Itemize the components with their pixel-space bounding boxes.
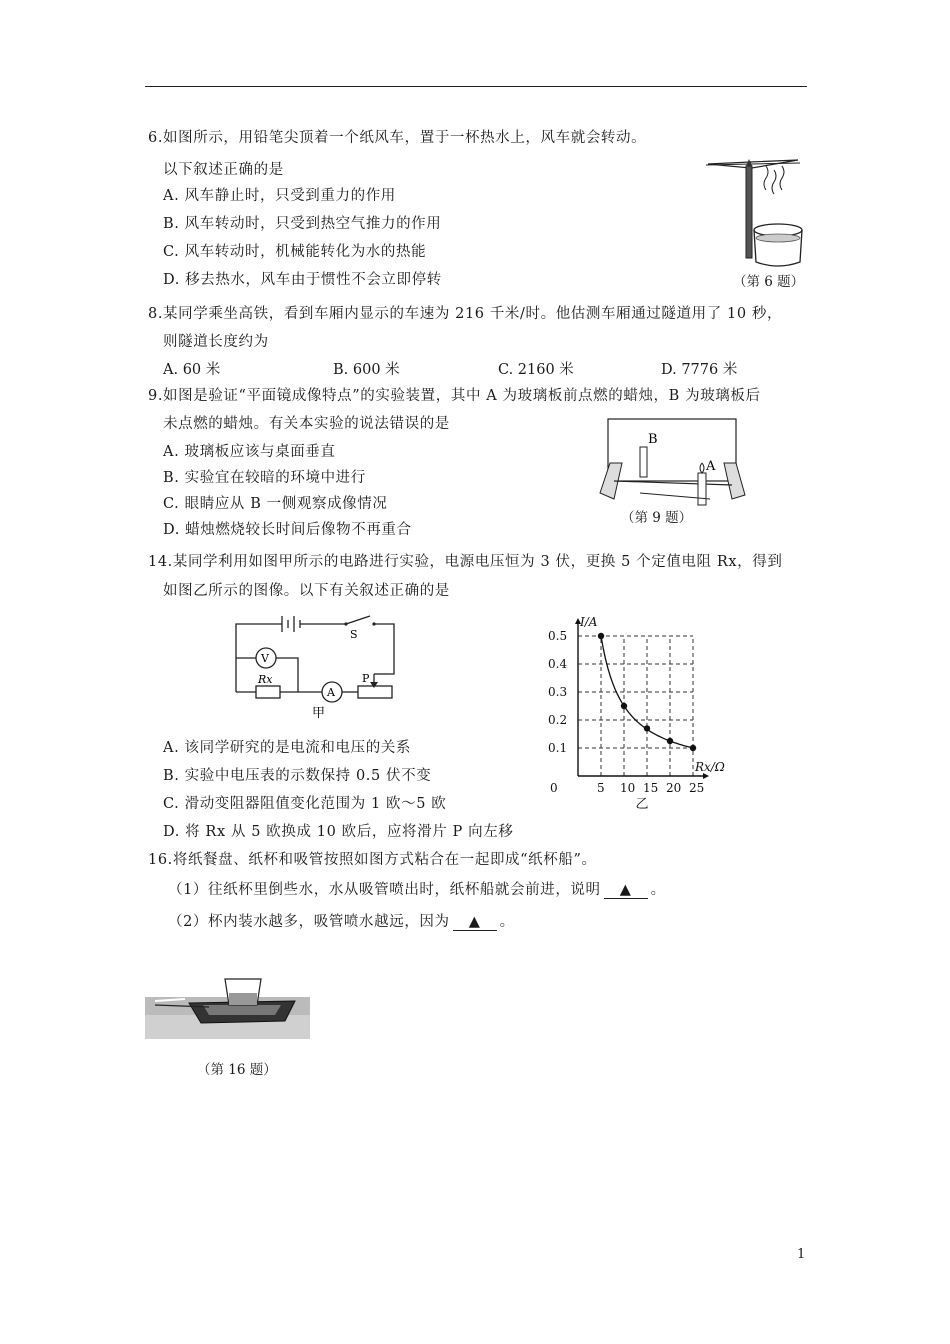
q6-stem-2: 以下叙述正确的是 (163, 162, 284, 178)
q6-option-d: D. 移去热水，风车由于惯性不会立即停转 (163, 272, 442, 288)
page-number: 1 (797, 1247, 806, 1262)
x-tick-label: 5 (597, 781, 605, 795)
origin-label: 0 (550, 781, 558, 795)
q8-option-d: D. 7776 米 (661, 362, 738, 378)
candle-a-label: A (706, 459, 716, 474)
switch-label: S (350, 628, 358, 641)
q16-part1-blank: ▲ (604, 882, 648, 899)
y-tick-label: 0.4 (548, 657, 568, 671)
data-point (598, 633, 604, 639)
current-resistance-chart (520, 612, 725, 812)
q14-stem-2: 如图乙所示的图像。以下有关叙述正确的是 (163, 583, 450, 599)
q9-option-b: B. 实验宜在较暗的环境中进行 (163, 470, 366, 486)
q16-part1-text: （1）往纸杯里倒些水，水从吸管喷出时，纸杯船就会前进，说明 (168, 882, 601, 898)
y-tick-label: 0.2 (548, 713, 568, 727)
paper-cup-boat-figure (145, 975, 310, 1045)
q9-stem-2: 未点燃的蜡烛。有关本实验的说法错误的是 (163, 416, 450, 432)
candle-b-label: B (648, 432, 658, 447)
q14-option-a: A. 该同学研究的是电流和电压的关系 (163, 740, 411, 756)
circuit-caption: 甲 (312, 706, 326, 721)
top-rule (145, 86, 807, 87)
q6-option-c: C. 风车转动时，机械能转化为水的热能 (163, 244, 427, 260)
q9-option-a: A. 玻璃板应该与桌面垂直 (163, 444, 336, 460)
x-tick-label: 20 (666, 781, 682, 795)
y-tick-label: 0.5 (548, 629, 568, 643)
y-tick-label: 0.3 (548, 685, 568, 699)
y-tick-label: 0.1 (548, 741, 568, 755)
q6-caption: （第 6 题） (733, 274, 805, 290)
ammeter-label: A (327, 686, 335, 699)
circuit-diagram (228, 612, 403, 722)
x-tick-label: 15 (643, 781, 659, 795)
q8-option-b: B. 600 米 (333, 362, 400, 378)
resistor-label: Rx (258, 673, 273, 686)
mirror-experiment-figure (600, 415, 745, 515)
slider-label: P (362, 672, 370, 685)
q9-caption: （第 9 题） (621, 510, 693, 526)
q16-caption: （第 16 题） (197, 1062, 277, 1078)
q8-stem-2: 则隧道长度约为 (163, 334, 269, 350)
q16-part1 (168, 878, 666, 899)
voltmeter-label: V (261, 652, 269, 665)
q16-part1-end: 。 (650, 882, 666, 898)
y-axis-label: I/A (580, 615, 598, 629)
data-point (690, 745, 696, 751)
data-point (644, 725, 650, 731)
q14-option-c: C. 滑动变阻器阻值变化范围为 1 欧～5 欧 (163, 796, 447, 812)
data-point (621, 703, 627, 709)
q16-part2-blank: ▲ (453, 914, 497, 931)
q6-option-a: A. 风车静止时，只受到重力的作用 (163, 188, 396, 204)
data-point (667, 738, 673, 744)
x-tick-label: 10 (620, 781, 636, 795)
q16-stem: 16.将纸餐盘、纸杯和吸管按照如图方式粘合在一起即成“纸杯船”。 (148, 852, 597, 868)
q9-option-d: D. 蜡烛燃烧较长时间后像物不再重合 (163, 522, 412, 538)
q9-stem: 9.如图是验证“平面镜成像特点”的实验装置，其中 A 为玻璃板前点燃的蜡烛，B 为玻璃板后 (148, 388, 761, 404)
x-axis-label: Rx/Ω (695, 760, 725, 774)
q6-stem: 6.如图所示，用铅笔尖顶着一个纸风车，置于一杯热水上，风车就会转动。 (148, 130, 647, 146)
q9-option-c: C. 眼睛应从 B 一侧观察成像情况 (163, 496, 388, 512)
x-tick-label: 25 (689, 781, 705, 795)
pinwheel-figure (700, 150, 810, 270)
q8-option-c: C. 2160 米 (498, 362, 574, 378)
q6-option-b: B. 风车转动时，只受到热空气推力的作用 (163, 216, 442, 232)
q14-stem: 14.某同学利用如图甲所示的电路进行实验，电源电压恒为 3 伏，更换 5 个定值电阻 Rx，得到 (148, 554, 783, 570)
chart-caption: 乙 (635, 797, 649, 812)
q16-part2-end: 。 (499, 914, 515, 930)
q14-option-d: D. 将 Rx 从 5 欧换成 10 欧后，应将滑片 P 向左移 (163, 824, 514, 840)
q14-option-b: B. 实验中电压表的示数保持 0.5 伏不变 (163, 768, 432, 784)
q16-part2-text: （2）杯内装水越多，吸管喷水越远，因为 (168, 914, 450, 930)
q8-option-a: A. 60 米 (163, 362, 221, 378)
q8-stem: 8.某同学乘坐高铁，看到车厢内显示的车速为 216 千米/时。他估测车厢通过隧道用了 10 秒， (148, 306, 783, 322)
q16-part2 (168, 910, 515, 931)
